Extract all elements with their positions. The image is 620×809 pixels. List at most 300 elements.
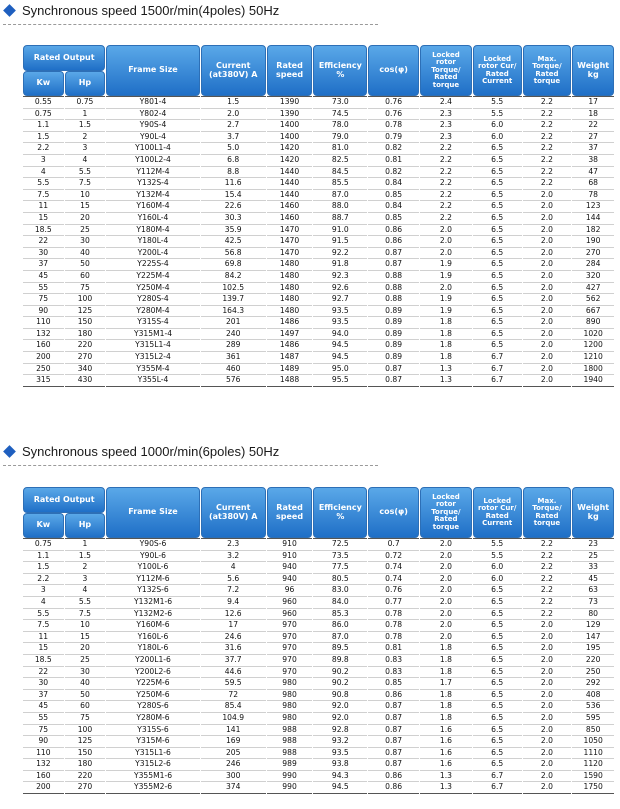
table-cell: 2.0 [523,690,572,702]
table-cell: 6.5 [473,329,522,341]
table-cell: 56.8 [201,248,266,260]
table-cell: 1.8 [420,713,472,725]
table-cell: Y225M-4 [106,271,199,283]
table-cell: 129 [572,620,614,632]
table-cell: 102.5 [201,283,266,295]
table-cell: 460 [201,364,266,376]
table-cell: 84.2 [201,271,266,283]
table-row [23,178,614,190]
table-cell: 890 [572,317,614,329]
table-row [23,713,614,725]
table-cell: 1390 [267,96,313,109]
table-cell: 0.88 [368,271,419,283]
table-cell: 15 [65,201,106,213]
header-frame-size: Frame Size [106,487,199,538]
table-row [23,632,614,644]
table-cell: 1400 [267,132,313,144]
table-cell: 1.5 [23,132,64,144]
table-cell: 144 [572,213,614,225]
table-cell: 0.87 [368,736,419,748]
table-cell: 0.77 [368,597,419,609]
table-cell: 6.7 [473,364,522,376]
table-cell: Y112M-6 [106,574,199,586]
table-cell: 2.0 [523,701,572,713]
table-cell: 6.5 [473,620,522,632]
table-cell: 1 [65,538,106,551]
table-cell: 2.2 [523,155,572,167]
table-cell: Y200L1-6 [106,655,199,667]
table-row [23,748,614,760]
table-cell: 6.5 [473,294,522,306]
table-cell: 250 [23,364,64,376]
table-cell: 44.6 [201,667,266,679]
table-cell: 93.5 [313,748,367,760]
table-cell: 2.0 [523,713,572,725]
table-cell: Y315S-6 [106,725,199,737]
table-cell: 84.0 [313,597,367,609]
table-cell: Y160M-4 [106,201,199,213]
table-cell: 0.89 [368,317,419,329]
table-cell: 1110 [572,748,614,760]
table-row [23,771,614,783]
table-cell: 4 [201,562,266,574]
table-cell: 55 [23,283,64,295]
header-locked-torque: Locked rotor Torque/ Rated torque [420,487,472,538]
table-cell: 94.0 [313,329,367,341]
table-cell: 2.0 [523,782,572,794]
table-cell: 240 [201,329,266,341]
header-cos-phi: cos(φ) [368,45,419,96]
table-cell: 68 [572,178,614,190]
table-cell: 6.5 [473,759,522,771]
table-cell: Y355M-4 [106,364,199,376]
table-cell: 147 [572,632,614,644]
table-cell: 361 [201,352,266,364]
table-cell: 6.5 [473,283,522,295]
table-cell: 0.87 [368,759,419,771]
table-cell: 5.5 [23,178,64,190]
table-cell: 45 [572,574,614,586]
table-cell: 94.5 [313,782,367,794]
table-cell: 2.0 [420,551,472,563]
table-cell: 73 [572,597,614,609]
table-cell: 89.5 [313,643,367,655]
section-title [0,0,279,20]
table-cell: 91.5 [313,236,367,248]
table-cell: 2.2 [523,143,572,155]
table-cell: Y280S-6 [106,701,199,713]
table-cell: 1120 [572,759,614,771]
table-cell: 2.2 [523,609,572,621]
table-cell: 980 [267,678,313,690]
table-cell: 0.75 [65,96,106,109]
table-cell: 0.82 [368,167,419,179]
header-locked-torque: Locked rotor Torque/ Rated torque [420,45,472,96]
table-cell: 7.5 [65,609,106,621]
diamond-bullet-icon [3,4,16,17]
header-hp: Hp [65,513,106,539]
table-cell: 1400 [267,120,313,132]
table-cell: 201 [201,317,266,329]
table-cell: 50 [65,259,106,271]
table-cell: 1470 [267,248,313,260]
table-cell: 2.0 [420,574,472,586]
table-row [23,109,614,121]
table-cell: Y250M-4 [106,283,199,295]
table-cell: 37 [572,143,614,155]
spec-table-6pole [22,487,615,794]
table-cell: 2.4 [420,96,472,109]
table-row [23,678,614,690]
table-cell: Y280S-4 [106,294,199,306]
table-cell: 18.5 [23,225,64,237]
table-cell: 2.0 [523,283,572,295]
table-cell: 17 [572,96,614,109]
table-cell: Y180M-4 [106,225,199,237]
table-cell: 2.0 [523,225,572,237]
table-cell: 80 [572,609,614,621]
table-cell: 6.5 [473,667,522,679]
table-row [23,248,614,260]
table-cell: 6.5 [473,167,522,179]
table-cell: 2.0 [523,271,572,283]
table-row [23,736,614,748]
table-cell: 33 [572,562,614,574]
table-cell: 15 [23,643,64,655]
table-row [23,609,614,621]
table-row [23,585,614,597]
table-cell: 1.9 [420,294,472,306]
table-cell: 284 [572,259,614,271]
table-cell: 2.0 [523,306,572,318]
table-cell: 536 [572,701,614,713]
table-cell: 2.2 [523,132,572,144]
table-cell: 250 [572,667,614,679]
table-cell: 6.0 [473,562,522,574]
table-cell: 6.5 [473,259,522,271]
table-cell: 0.85 [368,678,419,690]
table-cell: Y355L-4 [106,375,199,387]
table-cell: 2.0 [523,771,572,783]
table-cell: 595 [572,713,614,725]
table-cell: 195 [572,643,614,655]
table-cell: 200 [23,352,64,364]
table-cell: 5.6 [201,574,266,586]
table-cell: Y90L-4 [106,132,199,144]
table-cell: 2.2 [420,190,472,202]
table-cell: 1440 [267,178,313,190]
table-cell: 2.0 [523,340,572,352]
table-cell: 960 [267,609,313,621]
table-cell: 8.8 [201,167,266,179]
table-cell: 1.9 [420,271,472,283]
table-cell: 2.2 [523,178,572,190]
table-cell: 0.87 [368,248,419,260]
table-cell: 1487 [267,352,313,364]
table-cell: 75 [65,713,106,725]
table-cell: 25 [572,551,614,563]
table-cell: 20 [65,213,106,225]
table-cell: 6.7 [473,375,522,387]
table-cell: 6.5 [473,643,522,655]
table-cell: 7.5 [23,190,64,202]
table-cell: 2.2 [523,551,572,563]
header-current: Current (at380V) A [201,45,266,96]
table-cell: 3.2 [201,551,266,563]
table-cell: 988 [267,748,313,760]
table-row [23,690,614,702]
table-cell: 6.7 [473,352,522,364]
table-cell: 3.7 [201,132,266,144]
diamond-bullet-icon [3,445,16,458]
table-cell: 5.5 [65,167,106,179]
table-cell: 1940 [572,375,614,387]
table-cell: 1.8 [420,643,472,655]
table-cell: 1.6 [420,759,472,771]
table-cell: 2.0 [420,609,472,621]
table-cell: 63 [572,585,614,597]
table-cell: 0.87 [368,375,419,387]
table-cell: 1.7 [420,678,472,690]
table-cell: 200 [23,782,64,794]
table-cell: 31.6 [201,643,266,655]
table-cell: 2.2 [523,574,572,586]
table-cell: 6.5 [473,248,522,260]
table-cell: 72 [201,690,266,702]
table-row [23,551,614,563]
table-cell: 0.75 [23,538,64,551]
table-cell: 84.5 [313,167,367,179]
table-cell: 91.0 [313,225,367,237]
table-cell: 6.7 [473,782,522,794]
table-cell: 2.0 [523,236,572,248]
table-cell: 0.78 [368,620,419,632]
table-row [23,317,614,329]
table-cell: 2.3 [420,120,472,132]
table-cell: 72.5 [313,538,367,551]
table-cell: 30 [23,678,64,690]
table-row [23,213,614,225]
table-cell: 22 [23,236,64,248]
table-cell: 2.0 [523,643,572,655]
table-cell: 1.3 [420,364,472,376]
table-cell: 94.5 [313,352,367,364]
table-cell: 37.7 [201,655,266,667]
table-cell: 2.0 [523,620,572,632]
table-cell: 374 [201,782,266,794]
table-cell: 1480 [267,283,313,295]
table-cell: 85.4 [201,701,266,713]
spec-table-4pole [22,45,615,387]
table-cell: 292 [572,678,614,690]
table-cell: 25 [65,655,106,667]
header-kw: Kw [23,513,64,539]
table-cell: 1470 [267,225,313,237]
table-row [23,283,614,295]
table-cell: Y90S-6 [106,538,199,551]
header-hp: Hp [65,71,106,97]
table-cell: 6.5 [473,155,522,167]
table-body [23,96,614,387]
table-cell: 96 [267,585,313,597]
table-row [23,120,614,132]
header-rated-speed: Rated speed [267,45,313,96]
table-row [23,340,614,352]
table-cell: 1.8 [420,317,472,329]
table-cell: 6.7 [473,771,522,783]
table-cell: 0.76 [368,96,419,109]
table-cell: Y112M-4 [106,167,199,179]
table-row [23,655,614,667]
table-cell: 1.1 [23,551,64,563]
table-cell: 59.5 [201,678,266,690]
table-cell: 1480 [267,271,313,283]
table-cell: 30 [65,667,106,679]
table-cell: 0.72 [368,551,419,563]
table-cell: 2.0 [523,736,572,748]
table-cell: 0.87 [368,725,419,737]
table-cell: 73.0 [313,96,367,109]
table-cell: 47 [572,167,614,179]
table-cell: 35.9 [201,225,266,237]
table-cell: Y315L2-6 [106,759,199,771]
table-cell: 6.8 [201,155,266,167]
table-cell: 78.0 [313,120,367,132]
table-cell: 164.3 [201,306,266,318]
table-cell: 93.2 [313,736,367,748]
table-cell: 37 [23,259,64,271]
header-max-torque: Max. Torque/ Rated torque [523,487,572,538]
table-cell: 132 [23,329,64,341]
table-cell: 94.3 [313,771,367,783]
table-cell: 2.2 [23,574,64,586]
table-cell: 289 [201,340,266,352]
table-cell: 22.6 [201,201,266,213]
table-cell: 11 [23,201,64,213]
table-cell: 2.2 [420,201,472,213]
table-cell: 110 [23,748,64,760]
table-cell: 0.89 [368,340,419,352]
table-cell: 220 [65,340,106,352]
table-cell: 10 [65,620,106,632]
table-cell: 38 [572,155,614,167]
table-cell: 2.2 [523,96,572,109]
table-cell: 1.9 [420,259,472,271]
table-cell: 1486 [267,317,313,329]
header-efficiency: Efficiency % [313,487,367,538]
table-cell: 1.8 [420,329,472,341]
table-cell: 1.6 [420,725,472,737]
table-cell: 2.0 [523,678,572,690]
table-cell: 22 [572,120,614,132]
table-cell: 1470 [267,236,313,248]
table-cell: 15 [65,632,106,644]
table-cell: 5.5 [23,609,64,621]
table-cell: 1.3 [420,771,472,783]
table-cell: 1.8 [420,655,472,667]
table-cell: Y200L-4 [106,248,199,260]
header-rated-speed: Rated speed [267,487,313,538]
table-cell: Y180L-6 [106,643,199,655]
table-cell: 1.1 [23,120,64,132]
table-cell: 90 [23,306,64,318]
table-cell: 75 [65,283,106,295]
table-cell: 1.8 [420,667,472,679]
table-cell: 2.2 [523,109,572,121]
table-cell: 92.6 [313,283,367,295]
table-cell: 0.88 [368,294,419,306]
table-cell: 6.0 [473,574,522,586]
table-cell: 1.8 [420,340,472,352]
table-row [23,294,614,306]
table-cell: Y132M1-6 [106,597,199,609]
table-cell: 2.0 [420,632,472,644]
table-cell: 2.2 [420,155,472,167]
table-cell: Y132M2-6 [106,609,199,621]
table-cell: 1.8 [420,690,472,702]
table-row [23,352,614,364]
table-body [23,538,614,794]
table-cell: 3 [23,155,64,167]
table-cell: 2.0 [523,364,572,376]
table-cell: 15.4 [201,190,266,202]
table-cell: 150 [65,317,106,329]
table-cell: 1480 [267,294,313,306]
section-title-text: Synchronous speed 1000r/min(6poles) 50Hz [22,443,280,459]
table-cell: Y315L2-4 [106,352,199,364]
table-cell: 2.0 [523,248,572,260]
table-cell: 125 [65,736,106,748]
table-cell: 2.0 [523,294,572,306]
table-cell: Y355M2-6 [106,782,199,794]
table-cell: 408 [572,690,614,702]
table-cell: 246 [201,759,266,771]
table-cell: 0.85 [368,190,419,202]
table-row [23,701,614,713]
table-cell: 2.7 [201,120,266,132]
table-cell: 850 [572,725,614,737]
table-cell: 2.2 [420,143,472,155]
table-cell: 0.76 [368,585,419,597]
table-cell: 0.76 [368,109,419,121]
table-cell: 6.5 [473,143,522,155]
table-cell: 150 [65,748,106,760]
table-cell: 6.5 [473,178,522,190]
table-cell: 0.74 [368,562,419,574]
table-cell: 970 [267,620,313,632]
table-cell: 6.5 [473,597,522,609]
table-cell: Y200L2-6 [106,667,199,679]
table-cell: 940 [267,574,313,586]
table-cell: 2.2 [523,597,572,609]
table-cell: 0.81 [368,643,419,655]
table-cell: 2.0 [420,236,472,248]
table-cell: 2.0 [523,725,572,737]
table-cell: 6.5 [473,340,522,352]
table-row [23,306,614,318]
table-cell: 11.6 [201,178,266,190]
table-cell: Y315S-4 [106,317,199,329]
table-cell: 0.86 [368,225,419,237]
table-cell: 2.0 [523,213,572,225]
table-cell: 6.5 [473,736,522,748]
table-cell: 6.5 [473,748,522,760]
table-cell: Y315L1-4 [106,340,199,352]
table-cell: 95.5 [313,375,367,387]
table-cell: Y280M-4 [106,306,199,318]
table-cell: 90.8 [313,690,367,702]
table-cell: 77.5 [313,562,367,574]
